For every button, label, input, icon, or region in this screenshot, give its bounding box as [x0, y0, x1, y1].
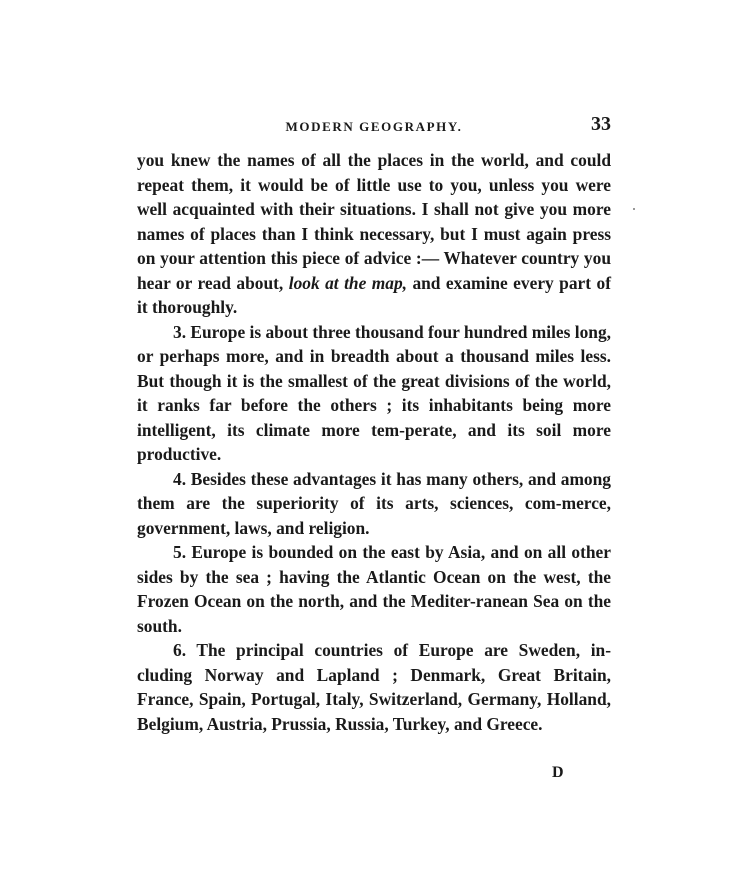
running-title: MODERN GEOGRAPHY.	[285, 119, 463, 134]
paragraph-text: and examine every part of it thoroughly.	[137, 272, 611, 317]
print-speck	[633, 208, 635, 210]
running-head	[137, 113, 611, 137]
paragraph-text: you knew the names of all the places in the world, and could repeat them, it would be of little use to you, unless you were well acquainted with their situations. I shall not give you more names of places than I think necessary, but I must again press on your attention this piece of advice :— Whatever country you hear or read about,	[137, 150, 611, 293]
paragraph-6: 6. The principal countries of Europe are Sweden, in-cluding Norway and Lapland ; Denmark, Great Britain, France, Spain, Portugal, Italy, Switzerland, Germany, Holland, Belgium, Austria, Prussia, Russia, Turkey, and Greece.	[137, 640, 611, 734]
paragraph-5: 5. Europe is bounded on the east by Asia, and on all other sides by the sea ; having the Atlantic Ocean on the west, the Frozen Ocean on the north, and the Mediter-ranean Sea on the south.	[137, 542, 611, 636]
paragraph-continued	[137, 148, 611, 320]
paragraph-3: 3. Europe is about three thousand four hundred miles long, or perhaps more, and in breadth about a thousand miles less. But though it is the smallest of the great divisions of the world, it ranks far before the others ; its inhabitants being more intelligent, its climate more tem-perate, and its soil more productive.	[137, 321, 611, 464]
paragraph-4: 4. Besides these advantages it has many others, and among them are the superiority of its arts, sciences, com-merce, government, laws, and religion.	[137, 468, 611, 538]
page-number: 33	[591, 113, 611, 135]
body-text	[137, 148, 611, 736]
emphasis-text: look at the map,	[288, 272, 407, 293]
signature-mark: D	[552, 764, 564, 781]
